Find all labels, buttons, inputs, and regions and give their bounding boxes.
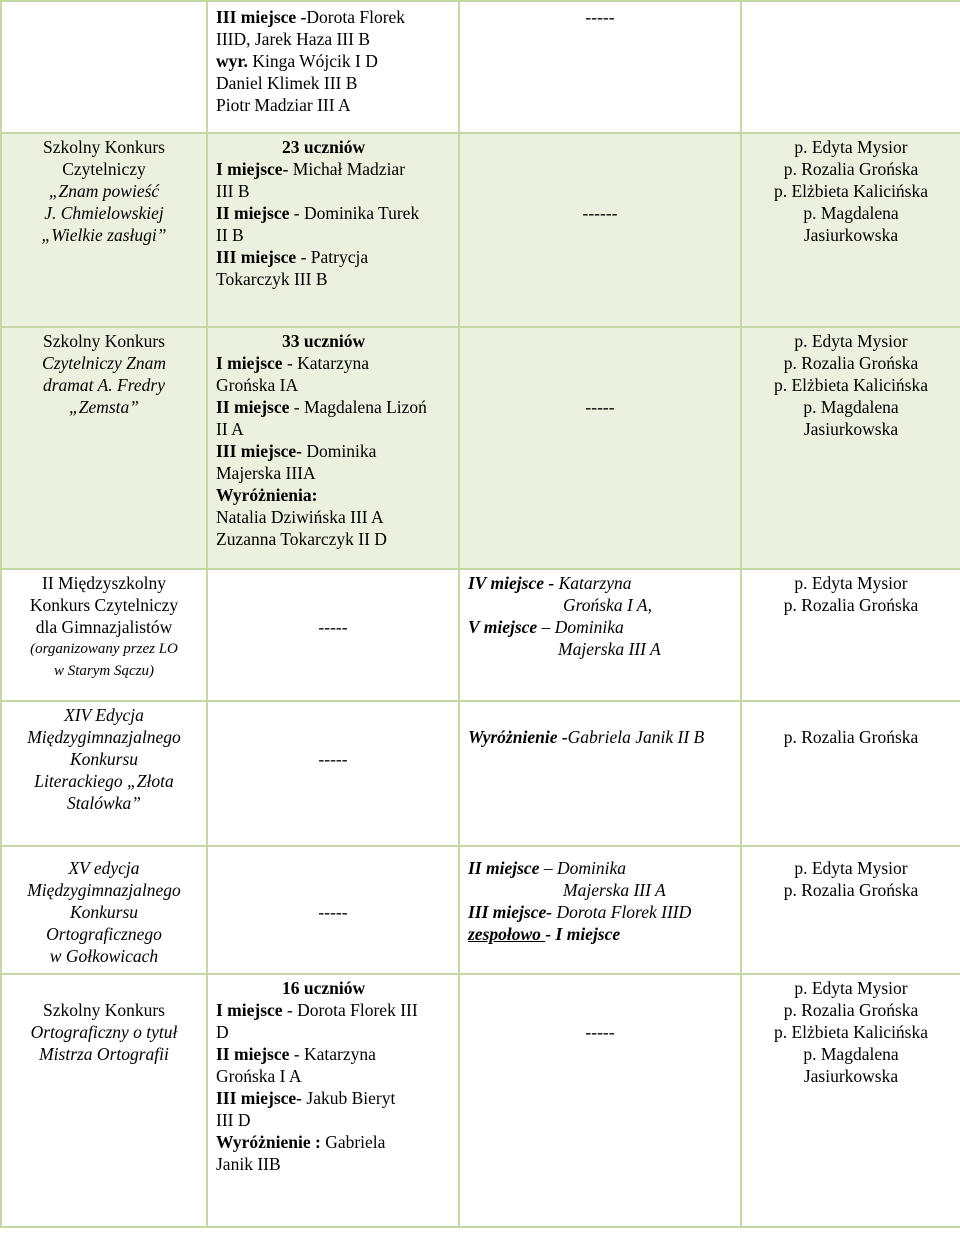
external-results-cell — [459, 974, 741, 1227]
contest-name-line: Mistrza Ortografii — [39, 1044, 169, 1064]
contest-name-line: XIV Edycja — [64, 705, 144, 725]
participant-count: 33 uczniów — [282, 331, 366, 351]
teachers-cell — [741, 569, 960, 701]
results-cell — [207, 133, 459, 327]
results-cell — [207, 569, 459, 701]
distinction-label: Wyróżnienie - — [468, 727, 568, 747]
place-label: III miejsce- — [216, 1088, 303, 1108]
winner-name: Gabriela — [320, 1132, 386, 1152]
winner-name: Dominika — [302, 441, 377, 461]
winner-name: Majerska IIIA — [216, 463, 316, 483]
winner-name: Majerska III A — [558, 639, 661, 659]
winner-name: Grońska I A, — [563, 595, 652, 615]
teacher-name: p. Rozalia Grońska — [783, 159, 919, 179]
place-label: III miejsce — [216, 247, 297, 267]
place-label: II miejsce — [216, 397, 290, 417]
teachers-cell — [741, 846, 960, 974]
winner-name: - Patrycja — [296, 247, 369, 267]
teacher-name: p. Rozalia Grońska — [783, 353, 919, 373]
contest-name-line: Literackiego „Złota — [34, 771, 174, 791]
contest-name-line: Ortograficznego — [46, 924, 162, 944]
contest-name-line: Szkolny Konkurs — [42, 1000, 165, 1020]
winner-name: Zuzanna Tokarczyk II D — [216, 529, 387, 549]
contest-name-cell — [1, 701, 207, 846]
teacher-name: p. Rozalia Grońska — [783, 1000, 919, 1020]
place-label: V miejsce — [468, 617, 538, 637]
contest-name-line: „Wielkie zasługi” — [41, 225, 167, 245]
winner-name: III B — [216, 181, 250, 201]
place-label: IV miejsce - — [468, 573, 555, 593]
table-row — [1, 846, 960, 974]
winner-name: - Dorota Florek III — [282, 1000, 418, 1020]
winner-name: Tokarczyk III B — [216, 269, 328, 289]
winner-name: – Dominika — [539, 858, 626, 878]
results-cell — [207, 327, 459, 569]
contest-name-line: Międzygimnazjalnego — [27, 727, 181, 747]
winner-name: Piotr Madziar III A — [216, 95, 351, 115]
empty-dash: ----- — [585, 7, 615, 27]
winner-name: Kinga Wójcik I D — [247, 51, 378, 71]
place-label: II miejsce — [216, 1044, 290, 1064]
contest-name-line: Czytelniczy Znam — [42, 353, 166, 373]
participant-count: 23 uczniów — [282, 137, 366, 157]
contest-name-line: w Starym Sączu) — [54, 663, 154, 679]
contest-name-line: II Międzyszkolny — [42, 573, 166, 593]
results-cell — [207, 974, 459, 1227]
contest-name-line: Konkurs Czytelniczy — [29, 595, 179, 615]
distinction-label: Wyróżnienia: — [216, 485, 318, 505]
empty-dash: ------ — [582, 203, 618, 223]
participant-count: 16 uczniów — [282, 978, 366, 998]
empty-dash: ----- — [318, 749, 348, 769]
empty-dash: ----- — [585, 1022, 615, 1042]
results-cell — [207, 846, 459, 974]
contest-name-line: Konkursu — [69, 902, 139, 922]
teacher-name: Jasiurkowska — [803, 419, 899, 439]
winner-name: Grońska I A — [216, 1066, 302, 1086]
winner-name: Dorota Florek IIID — [552, 902, 692, 922]
contest-name-line: J. Chmielowskiej — [44, 203, 164, 223]
winner-name: Majerska III A — [563, 880, 666, 900]
teachers-cell — [741, 133, 960, 327]
team-place: - I miejsce — [545, 924, 621, 944]
winner-name: IIID, Jarek Haza III B — [216, 29, 371, 49]
winner-name: - Katarzyna — [289, 1044, 376, 1064]
contest-name-cell — [1, 569, 207, 701]
empty-dash: ----- — [318, 902, 348, 922]
contest-name-line: dramat A. Fredry — [42, 375, 165, 395]
contest-name-line: Międzygimnazjalnego — [27, 880, 181, 900]
contest-name-cell — [1, 846, 207, 974]
contest-name-line: Konkursu — [69, 749, 139, 769]
winner-name: III D — [216, 1110, 251, 1130]
table-row — [1, 974, 960, 1227]
place-label: III miejsce- — [216, 441, 303, 461]
contest-name-line: dla Gimnazjalistów — [35, 617, 173, 637]
table-row — [1, 327, 960, 569]
external-results-cell — [459, 846, 741, 974]
teacher-name: p. Rozalia Grońska — [783, 727, 919, 747]
contest-name-cell — [1, 1, 207, 133]
place-label: II miejsce — [216, 203, 290, 223]
winner-name: Gabriela Janik II B — [567, 727, 705, 747]
contest-name-line: „Zemsta” — [68, 397, 140, 417]
teacher-name: p. Magdalena — [803, 1044, 899, 1064]
teacher-name: p. Rozalia Grońska — [783, 595, 919, 615]
winner-name: - Katarzyna — [282, 353, 370, 373]
teachers-cell — [741, 701, 960, 846]
winner-name: - Magdalena Lizoń — [289, 397, 427, 417]
teacher-name: p. Edyta Mysior — [794, 137, 908, 157]
place-label: II miejsce — [468, 858, 540, 878]
teachers-cell — [741, 1, 960, 133]
place-label: III miejsce - — [216, 7, 307, 27]
contest-name-cell — [1, 327, 207, 569]
table-row — [1, 701, 960, 846]
teachers-cell — [741, 327, 960, 569]
winner-name: Daniel Klimek III B — [216, 73, 358, 93]
team-label: zespołowo — [468, 924, 546, 944]
winner-name: II B — [216, 225, 244, 245]
winner-name: Natalia Dziwińska III A — [216, 507, 384, 527]
winner-name: Dorota Florek — [306, 7, 406, 27]
contest-name-line: Szkolny Konkurs — [42, 137, 165, 157]
teacher-name: p. Edyta Mysior — [794, 978, 908, 998]
winner-name: Grońska IA — [216, 375, 299, 395]
teacher-name: p. Edyta Mysior — [794, 858, 908, 878]
contest-name-cell — [1, 974, 207, 1227]
external-results-cell — [459, 327, 741, 569]
teacher-name: p. Magdalena — [803, 203, 899, 223]
winner-name: Janik IIB — [216, 1154, 281, 1174]
winner-name: D — [216, 1022, 229, 1042]
empty-dash: ----- — [585, 397, 615, 417]
external-results-cell — [459, 1, 741, 133]
table-row — [1, 569, 960, 701]
external-results-cell — [459, 569, 741, 701]
contest-name-line: w Gołkowicach — [49, 946, 159, 966]
teacher-name: Jasiurkowska — [803, 225, 899, 245]
place-label: I miejsce- — [216, 159, 289, 179]
winner-name: Katarzyna — [554, 573, 632, 593]
contest-name-line: Czytelniczy — [62, 159, 146, 179]
winner-name: Jakub Bieryt — [302, 1088, 396, 1108]
teacher-name: Jasiurkowska — [803, 1066, 899, 1086]
results-cell — [207, 701, 459, 846]
teacher-name: p. Edyta Mysior — [794, 331, 908, 351]
contest-name-line: „Znam powieść — [48, 181, 160, 201]
winner-name: – Dominika — [537, 617, 624, 637]
table-row — [1, 1, 960, 133]
teacher-name: p. Elżbieta Kalicińska — [773, 1022, 929, 1042]
teacher-name: p. Elżbieta Kalicińska — [773, 375, 929, 395]
teachers-cell — [741, 974, 960, 1227]
distinction-label: wyr. — [216, 51, 248, 71]
teacher-name: p. Edyta Mysior — [794, 573, 908, 593]
teacher-name: p. Magdalena — [803, 397, 899, 417]
place-label: III miejsce- — [468, 902, 553, 922]
contest-name-line: Stalówka” — [67, 793, 141, 813]
contest-name-line: (organizowany przez LO — [30, 641, 178, 657]
winner-name: II A — [216, 419, 244, 439]
contest-name-line: Ortograficzny o tytuł — [30, 1022, 178, 1042]
contest-name-line: Szkolny Konkurs — [42, 331, 165, 351]
teacher-name: p. Rozalia Grońska — [783, 880, 919, 900]
table-row — [1, 133, 960, 327]
external-results-cell — [459, 133, 741, 327]
place-label: I miejsce — [216, 1000, 283, 1020]
empty-dash: ----- — [318, 617, 348, 637]
contest-name-line: XV edycja — [68, 858, 140, 878]
winner-name: Michał Madziar — [288, 159, 406, 179]
external-results-cell — [459, 701, 741, 846]
teacher-name: p. Elżbieta Kalicińska — [773, 181, 929, 201]
distinction-label: Wyróżnienie : — [216, 1132, 321, 1152]
contest-name-cell — [1, 133, 207, 327]
winner-name: - Dominika Turek — [289, 203, 420, 223]
place-label: I miejsce — [216, 353, 283, 373]
results-cell — [207, 1, 459, 133]
